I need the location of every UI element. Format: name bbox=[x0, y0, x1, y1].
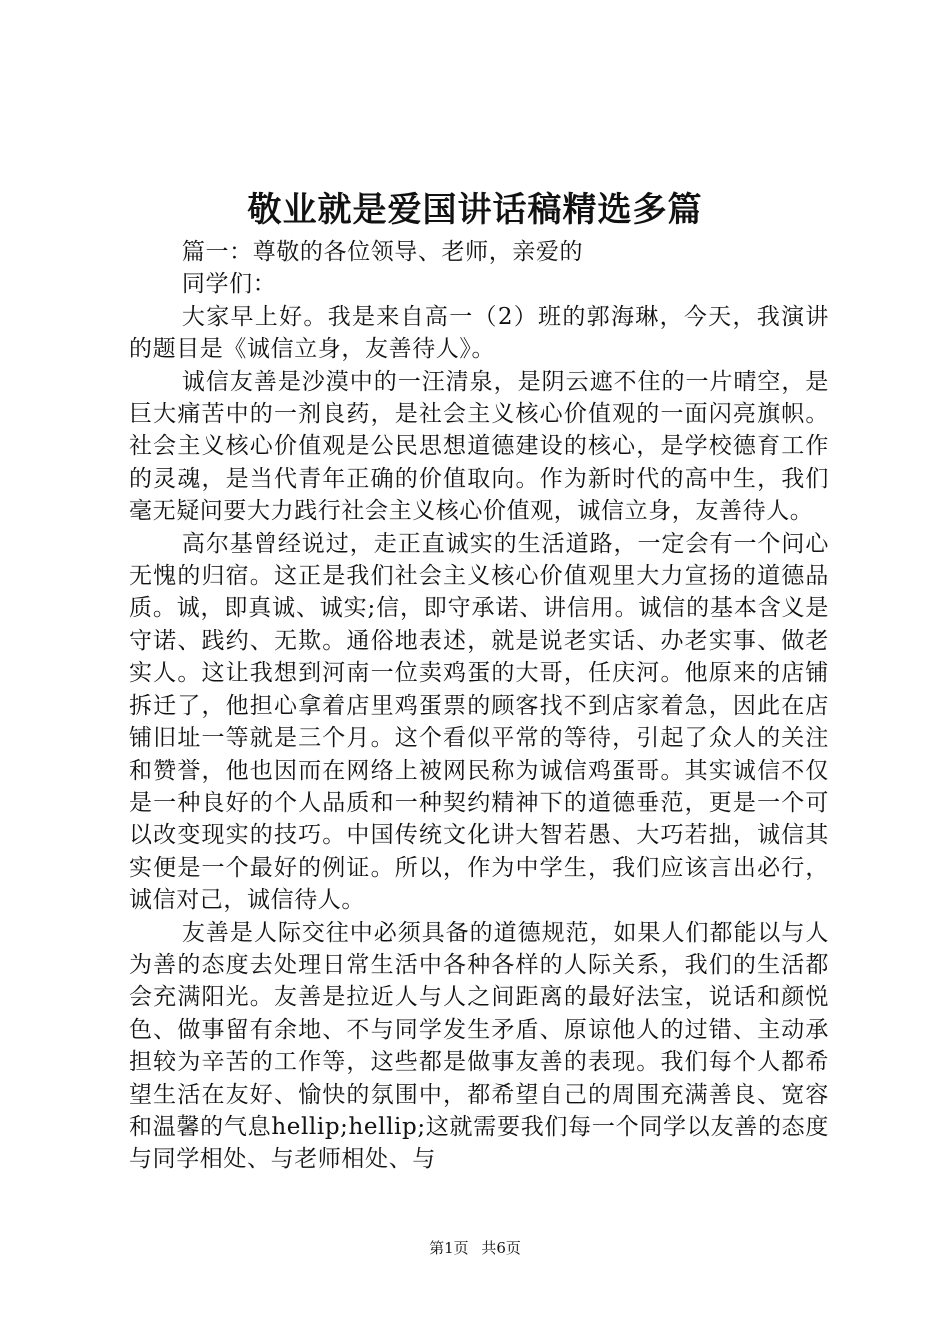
document-body bbox=[129, 236, 829, 1176]
total-pages: 共6页 bbox=[481, 1239, 521, 1257]
document-title: 敬业就是爱国讲话稿精选多篇 bbox=[247, 190, 703, 230]
page-number: 第1页 bbox=[429, 1239, 469, 1257]
paragraph-2: 同学们： bbox=[181, 271, 277, 298]
paragraph-1: 篇一：尊敬的各位领导、老师，亲爱的 bbox=[181, 239, 584, 265]
page-footer bbox=[0, 1238, 950, 1258]
paragraph-5: 高尔基曾经说过，走正直诚实的生活道路，一定会有一个问心无愧的归宿。这正是我们社会主义核心价值观里大力宣扬的道德品质。诚，即真诚、诚实;信，即守承诺、讲信用。诚信的基本含义是守诺、践约、无欺。通俗地表述，就是说老实话、办老实事、做老实人。这让我想到河南一位卖鸡蛋的大哥，任庆河。他原来的店铺拆迁了，他担心拿着店里鸡蛋票的顾客找不到店家着急，因此在店铺旧址一等就是三个月。这个看似平常的等待，引起了众人的关注和赞誉，他也因而在网络上被网民称为诚信鸡蛋哥。其实诚信不仅是一种良好的个人品质和一种契约精神下的道德垂范，更是一个可以改变现实的技巧。中国传统文化讲大智若愚、大巧若拙，诚信其实便是一个最好的例证。所以，作为中学生，我们应该言出必行，诚信对己，诚信待人。 bbox=[129, 530, 829, 914]
paragraph-3: 大家早上好。我是来自高一（2）班的郭海琳，今天，我演讲的题目是《诚信立身，友善待人》。 bbox=[129, 303, 829, 363]
paragraph-6: 友善是人际交往中必须具备的道德规范，如果人们都能以与人为善的态度去处理日常生活中各种各样的人际关系，我们的生活都会充满阳光。友善是拉近人与人之间距离的最好法宝，说话和颜悦色、做事留有余地、不与同学发生矛盾、原谅他人的过错、主动承担较为辛苦的工作等，这些都是做事友善的表现。我们每个人都希望生活在友好、愉快的氛围中，都希望自己的周围充满善良、宽容和温馨的气息hellip;hellip;这就需要我们每一个同学以友善的态度与同学相处、与老师相处、与 bbox=[129, 919, 829, 1173]
paragraph-4: 诚信友善是沙漠中的一汪清泉，是阴云遮不住的一片晴空，是巨大痛苦中的一剂良药，是社会主义核心价值观的一面闪亮旗帜。社会主义核心价值观是公民思想道德建设的核心，是学校德育工作的灵魂，是当代青年正确的价值取向。作为新时代的高中生，我们毫无疑问要大力践行社会主义核心价值观，诚信立身，友善待人。 bbox=[129, 368, 829, 525]
